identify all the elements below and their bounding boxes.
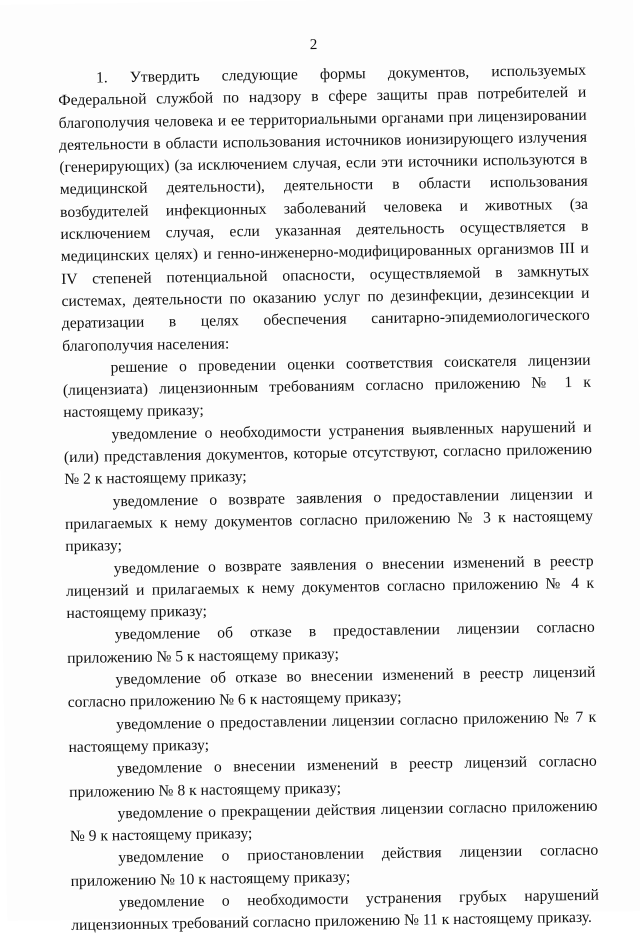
list-item: уведомление о необходимости устранения грубых нарушений лицензионных требований согласно приложению № 11 к настоящему приказу.: [71, 886, 600, 935]
list-item: уведомление о прекращении действия лицензии согласно приложению № 9 к настоящему приказу;: [69, 797, 598, 846]
list-item: уведомление о возврате заявления о внесении изменений в реестр лицензий и прилагаемых к нему документов согласно приложению № 4 к настоящему приказу;: [65, 552, 595, 623]
document-body: [58, 60, 600, 938]
list-item: уведомление об отказе во внесении изменений в реестр лицензий согласно приложению № 6 к настоящему приказу;: [67, 663, 596, 712]
list-item: уведомление о предоставлении лицензии согласно приложению № 7 к настоящему приказу;: [68, 708, 597, 756]
list-item: уведомление о приостановлении действия лицензии согласно приложению № 10 к настоящему приказу;: [70, 842, 599, 890]
list-item: уведомление о возврате заявления о предоставлении лицензии и прилагаемых к нему документов согласно приложению № 3 к настоящему приказу;: [64, 485, 594, 556]
list-item: уведомление о внесении изменений в реестр лицензий согласно приложению № 8 к настоящему приказу;: [69, 752, 597, 801]
page-number: 2: [309, 36, 318, 54]
intro-paragraph: 1. Утвердить следующие формы документов, используемых Федеральной службой по надзору в сфере защиты прав потребителей и благополучия человека и ее территориальными органами при лицензировании деятельности в области использования источников ионизирующего излучения (генерирующих) (за исключением случая, если эти источники используются в медицинской деятельности), деятельности в области использования возбудителей инфекционных заболеваний человека и животных (за исключением случая, если указанная деятельность осуществляется в медицинских целях) и генно-инженерно-модифицированных организмов III и IV степеней потенциальной опасности, осуществляемой в замкнутых системах, деятельности по оказанию услуг по дезинфекции, дезинсекции и дератизации в целях обеспечения санитарно-эпидемиологического благополучия населения:: [58, 61, 590, 355]
list-item: решение о проведении оценки соответствия соискателя лицензии (лицензиата) лицензионным требованиям согласно приложению № 1 к настоящему приказу;: [62, 351, 591, 422]
list-item: уведомление о необходимости устранения выявленных нарушений и (или) представления документов, которые отсутствуют, согласно приложению № 2 к настоящему приказу;: [63, 418, 593, 489]
list-item: уведомление об отказе в предоставлении лицензии согласно приложению № 5 к настоящему приказу;: [66, 619, 595, 667]
